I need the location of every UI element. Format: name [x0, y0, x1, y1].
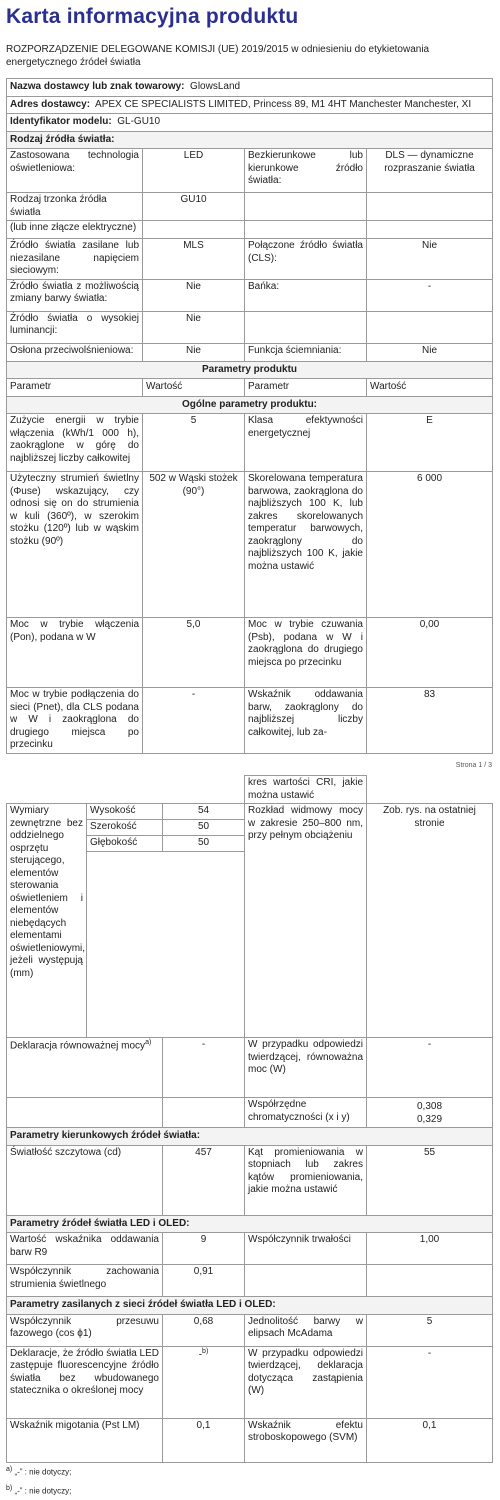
footnote-b-text: „-” : nie dotyczy; — [14, 1486, 72, 1496]
empty-cell — [245, 221, 367, 239]
footnote-ref-a: a) — [145, 1039, 152, 1046]
survival-factor-value: 1,00 — [367, 1233, 493, 1265]
depth-value: 50 — [163, 836, 245, 852]
cri-value: 83 — [367, 688, 493, 754]
tunable-value: Nie — [143, 279, 245, 311]
supplier-value: GlowsLand — [190, 81, 241, 92]
envelope-value: - — [367, 279, 493, 311]
depth-label: Głębokość — [87, 836, 163, 852]
empty-cell — [7, 776, 87, 804]
product-info-table-page2 — [6, 775, 493, 1463]
address-value: APEX CE SPECIALISTS LIMITED, Princess 89, M1 4HT Manchester Manchester, XI — [95, 98, 472, 110]
empty-cell — [163, 776, 245, 804]
stroboscopic-value: 0,1 — [367, 1418, 493, 1462]
technology-label: Zastosowana technologia oświetleniowa: — [7, 149, 143, 193]
empty-cell — [7, 1098, 163, 1128]
empty-cell — [245, 1265, 367, 1297]
equiv-power-yes-label: W przypadku odpowiedzi twierdzącej, równoważna moc (W) — [245, 1038, 367, 1098]
anti-glare-label: Osłona przeciwolśnieniowa: — [7, 343, 143, 361]
col-param-header: Parametr — [245, 379, 367, 397]
luminous-flux-value: 502 w Wąski stożek (90°) — [143, 472, 245, 618]
empty-cell — [143, 221, 245, 239]
supplier-label: Nazwa dostawcy lub znak towarowy: — [10, 81, 185, 92]
phase-shift-value: 0,68 — [163, 1314, 245, 1346]
peak-intensity-value: 457 — [163, 1145, 245, 1215]
on-mode-power-label: Moc w trybie włączenia (Pon), podana w W — [7, 618, 143, 688]
footnote-ref-b: b) — [202, 1347, 209, 1355]
dimensions-label: Wymiary zewnętrzne bez oddzielnego osprzętu sterującego, elementów sterowania oświetleniem i elementów niebędących elementami oświetleniowymi, jeżeli występują (mm) — [7, 804, 87, 1038]
regulation-text: ROZPORZĄDZENIE DELEGOWANE KOMISJI (UE) 2019/2015 w odniesieniu do etykietowania energetycznego źródeł światła — [6, 44, 430, 68]
dimmable-label: Funkcja ściemniania: — [245, 343, 367, 361]
replacement-label: Deklaracje, że źródło światła LED zastępuje fluorescencyjne źródło światła bez wbudowanego statecznika o określonej mocy — [7, 1346, 163, 1418]
empty-cell — [245, 311, 367, 343]
anti-glare-value: Nie — [143, 343, 245, 361]
product-params-heading: Parametry produktu — [7, 361, 493, 379]
height-label: Wysokość — [87, 804, 163, 820]
empty-cell — [163, 1098, 245, 1128]
cct-value: 6 000 — [367, 472, 493, 618]
empty-cell — [367, 193, 493, 221]
chromaticity-x: 0,308 — [416, 1101, 443, 1112]
envelope-label: Bańka: — [245, 279, 367, 311]
chromaticity-y: 0,329 — [416, 1113, 443, 1125]
replacement-value: - — [198, 1348, 203, 1360]
directional-label: Bezkierunkowe lub kierunkowe źródło światła: — [245, 149, 367, 193]
energy-consumption-label: Zużycie energii w trybie włączenia (kWh/1 000 h), zaokrąglone w górę do najbliższej liczby całkowitej — [7, 414, 143, 472]
high-luminance-value: Nie — [143, 311, 245, 343]
height-value: 54 — [163, 804, 245, 820]
address-label: Adres dostawcy: — [10, 98, 91, 110]
width-value: 50 — [163, 820, 245, 836]
energy-class-label: Klasa efektywności energetycznej — [245, 414, 367, 472]
model-row — [7, 114, 493, 132]
empty-cell — [245, 193, 367, 221]
peak-intensity-label: Światłość szczytowa (cd) — [7, 1145, 163, 1215]
color-consistency-value: 5 — [367, 1314, 493, 1346]
standby-power-value: 0,00 — [367, 618, 493, 688]
high-luminance-label: Źródło światła o wysokiej luminancji: — [7, 311, 143, 343]
page-number: Strona 1 / 3 — [455, 762, 492, 769]
directional-value: DLS — dynamiczne rozpraszanie światła — [367, 149, 493, 193]
dimmable-value: Nie — [367, 343, 493, 361]
empty-cell — [163, 852, 245, 1038]
footnote-b — [6, 1481, 71, 1500]
empty-cell — [367, 1265, 493, 1297]
technology-value: LED — [143, 149, 245, 193]
footnote-a — [6, 1462, 71, 1481]
chromaticity-value-cell — [367, 1098, 493, 1128]
empty-cell — [367, 776, 493, 804]
stroboscopic-label: Wskaźnik efektu stroboskopowego (SVM) — [245, 1418, 367, 1462]
flicker-value: 0,1 — [163, 1418, 245, 1462]
empty-cell — [367, 311, 493, 343]
address-row — [7, 96, 493, 114]
beam-angle-label: Kąt promieniowania w stopniach lub zakres kątów promieniowania, jakie można ustawić — [245, 1145, 367, 1215]
standby-power-label: Moc w trybie czuwania (Psb), podana w W i zaokrąglona do drugiego miejsca po przecinku — [245, 618, 367, 688]
on-mode-power-value: 5,0 — [143, 618, 245, 688]
led-params-heading: Parametry źródeł światła LED i OLED: — [7, 1215, 493, 1233]
col-param-header: Parametr — [7, 379, 143, 397]
light-source-type-heading: Rodzaj źródła światła: — [7, 131, 493, 149]
model-value: GL-GU10 — [117, 116, 161, 127]
replacement-yes-label: W przypadku odpowiedzi twierdzącej, deklaracja dotycząca zastąpienia (W) — [245, 1346, 367, 1418]
lumen-maintenance-label: Współczynnik zachowania strumienia świetlnego — [7, 1265, 163, 1297]
mains-value: MLS — [143, 239, 245, 280]
footnote-b-mark: b) — [6, 1484, 13, 1492]
footnote-a-text: „-” : nie dotyczy; — [14, 1467, 72, 1477]
empty-cell — [87, 776, 163, 804]
spectral-value: Zob. rys. na ostatniej stronie — [367, 804, 493, 1038]
general-params-heading: Ogólne parametry produktu: — [7, 396, 493, 414]
energy-consumption-value: 5 — [143, 414, 245, 472]
equiv-power-label: Deklaracja równoważnej mocy — [10, 1040, 146, 1052]
tunable-label: Źródło światła z możliwością zmiany barwy światła: — [7, 279, 143, 311]
cri-label: Wskaźnik oddawania barw, zaokrąglony do najbliższej liczby całkowitej, lub za- — [245, 688, 367, 754]
lumen-maintenance-value: 0,91 — [163, 1265, 245, 1297]
footnote-a-mark: a) — [6, 1466, 13, 1473]
mains-label: Źródło światła zasilane lub niezasilane napięciem sieciowym: — [7, 239, 143, 280]
equiv-power-label-cell — [7, 1038, 163, 1098]
equiv-power-yes-value: - — [367, 1038, 493, 1098]
cls-label: Połączone źródło światła (CLS): — [245, 239, 367, 280]
color-consistency-label: Jednolitość barwy w elipsach McAdama — [245, 1314, 367, 1346]
beam-angle-value: 55 — [367, 1145, 493, 1215]
network-power-value: - — [143, 688, 245, 754]
page-title: Karta informacyjna produktu — [6, 5, 299, 28]
phase-shift-label: Współczynnik przesuwu fazowego (cos ϕ1) — [7, 1314, 163, 1346]
flicker-label: Wskaźnik migotania (Pst LM) — [7, 1418, 163, 1462]
luminous-flux-label: Użyteczny strumień świetlny (Φuse) wskazujący, czy odnosi się on do strumienia w kuli (360º), w szerokim stożku (120º) lub w wąskim stożku (90º) — [7, 472, 143, 618]
product-info-table-page1 — [6, 78, 493, 754]
energy-class-value: E — [367, 414, 493, 472]
equiv-power-value: - — [163, 1038, 245, 1098]
cap-type-label: Rodzaj trzonka źródła światła — [7, 193, 143, 221]
replacement-value-cell — [163, 1346, 245, 1418]
col-value-header: Wartość — [143, 379, 245, 397]
spectral-label: Rozkład widmowy mocy w zakresie 250–800 nm, przy pełnym obciążeniu — [245, 804, 367, 1038]
cap-type-value: GU10 — [143, 193, 245, 221]
supplier-row — [7, 79, 493, 97]
col-value-header: Wartość — [367, 379, 493, 397]
survival-factor-label: Współczynnik trwałości — [245, 1233, 367, 1265]
replacement-yes-value: - — [367, 1346, 493, 1418]
mains-params-heading: Parametry zasilanych z sieci źródeł światła LED i OLED: — [7, 1297, 493, 1315]
model-label: Identyfikator modelu: — [10, 116, 112, 127]
network-power-label: Moc w trybie podłączenia do sieci (Pnet), dla CLS podana w W i zaokrąglona do drugiego miejsca po przecinku — [7, 688, 143, 754]
width-label: Szerokość — [87, 820, 163, 836]
cap-type-sublabel: (lub inne złącze elektryczne) — [7, 221, 143, 239]
r9-label: Wartość wskaźnika oddawania barw R9 — [7, 1233, 163, 1265]
cls-value: Nie — [367, 239, 493, 280]
directional-params-heading: Parametry kierunkowych źródeł światła: — [7, 1128, 493, 1146]
empty-cell — [367, 221, 493, 239]
chromaticity-label: Współrzędne chromatyczności (x i y) — [245, 1098, 367, 1128]
cri-label-continued: kres wartości CRI, jakie można ustawić — [245, 776, 367, 804]
r9-value: 9 — [163, 1233, 245, 1265]
cct-label: Skorelowana temperatura barwowa, zaokrąglona do najbliższych 100 K, lub zakres skorelowanych temperatur barwowych, zaokrąglony do najbliższych 100 K, jakie można ustawić — [245, 472, 367, 618]
empty-cell — [87, 852, 163, 1038]
footnotes — [6, 1462, 71, 1499]
